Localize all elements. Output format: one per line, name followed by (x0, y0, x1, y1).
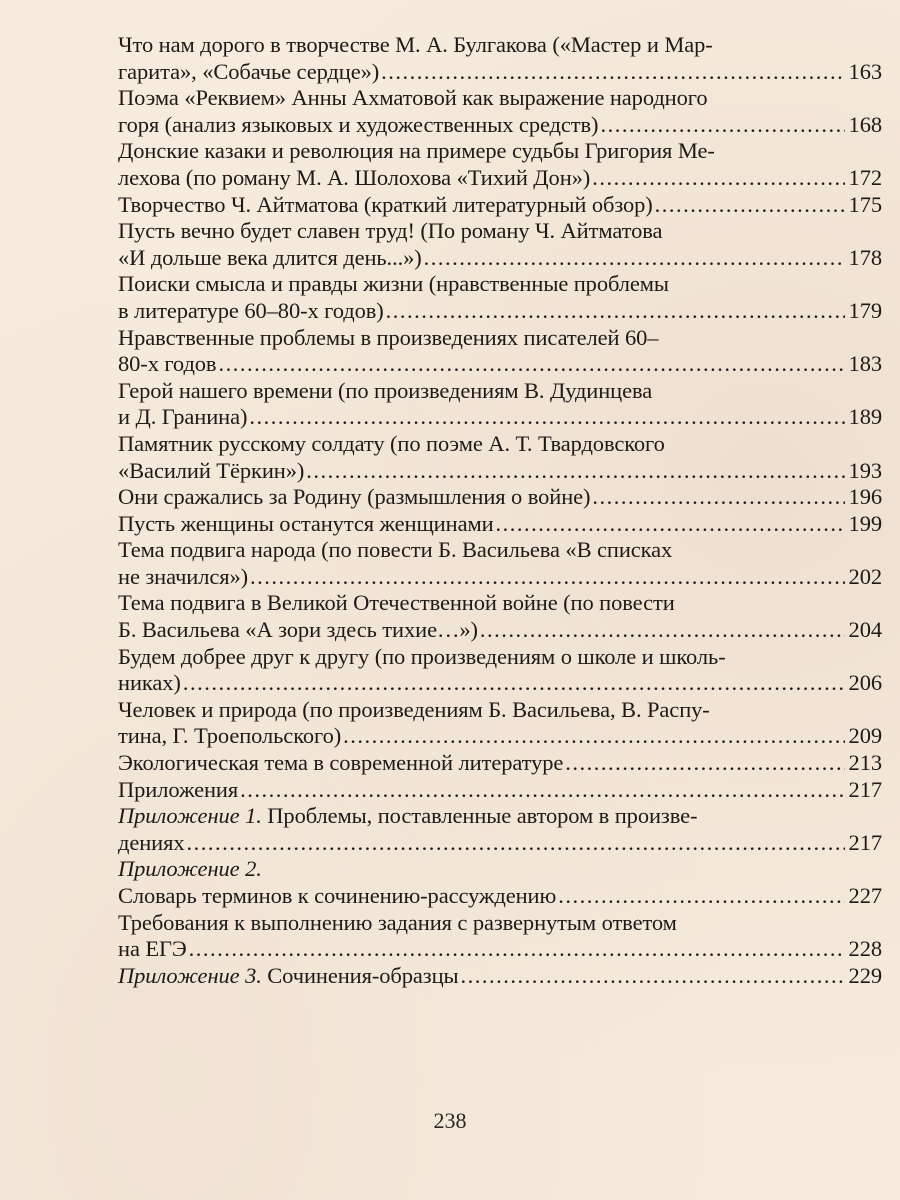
toc-entry-text: в литературе 60–80-х годов) (118, 297, 384, 323)
toc-entry-text: Творчество Ч. Айтматова (краткий литературный обзор) (118, 191, 653, 217)
toc-entry (118, 271, 882, 324)
toc-page-number: 179 (848, 297, 882, 323)
toc-entry (118, 910, 882, 963)
toc-page-number: 228 (848, 936, 882, 962)
page-number: 238 (433, 1108, 467, 1133)
toc-entry-line: Что нам дорого в творчестве М. А. Булгакова («Мастер и Мар- (118, 32, 713, 57)
toc-entry-line: Проблемы, поставленные автором в произве- (261, 803, 698, 829)
toc-entry-text: дениях (118, 829, 185, 855)
toc-entry-text: Словарь терминов к сочинению-рассуждению (118, 883, 557, 908)
toc-entry-text: горя (анализ языковых и художественных средств) (118, 111, 599, 137)
dot-leader (381, 59, 844, 86)
toc-entry-text: Пусть женщины останутся женщинами (118, 510, 494, 536)
toc-entry-line: Пусть вечно будет славен труд! (По роману Ч. Айтматова (118, 218, 663, 244)
dot-leader (250, 564, 845, 591)
toc-entry (118, 644, 882, 697)
dot-leader (558, 883, 844, 910)
toc-page-number: 209 (848, 723, 882, 749)
dot-leader (424, 245, 845, 272)
toc-entry-text: 80-х годов (118, 351, 217, 377)
dot-leader (183, 670, 845, 697)
toc-page-number: 183 (848, 351, 882, 377)
toc-entry-line: Человек и природа (по произведениям Б. Васильева, В. Распу- (118, 696, 710, 722)
toc-entry (118, 85, 882, 138)
toc-page-number: 202 (848, 563, 882, 589)
dot-leader (343, 723, 844, 750)
toc-entry-text: никах) (118, 670, 181, 696)
toc-entry-line: Памятник русскому солдату (по поэме А. Т. Твардовского (118, 430, 665, 456)
toc-entry (118, 777, 882, 804)
toc-page-number: 189 (848, 404, 882, 430)
dot-leader (565, 750, 844, 777)
dot-leader (249, 404, 844, 431)
toc-entry-appendix-1 (118, 803, 882, 856)
toc-page-number: 172 (848, 164, 882, 190)
toc-page-number: 204 (848, 617, 882, 643)
toc-entry-line: Донские казаки и революция на примере судьбы Григория Ме- (118, 138, 715, 164)
toc-entry (118, 750, 882, 777)
toc-entry (118, 883, 882, 910)
toc-entry-line: Нравственные проблемы в произведениях писателей 60– (118, 324, 659, 350)
toc-page-number: 178 (848, 244, 882, 270)
toc-entry-line: Поиски смысла и правды жизни (нравственные проблемы (118, 271, 669, 297)
dot-leader (306, 458, 844, 485)
toc-entry (118, 537, 882, 590)
toc-entry-appendix-3 (118, 963, 882, 990)
toc-entry (118, 32, 882, 85)
toc-entry-text: не значился») (118, 563, 249, 589)
dot-leader (496, 511, 845, 538)
dot-leader (240, 777, 844, 804)
toc-entry (118, 697, 882, 750)
dot-leader (592, 484, 844, 511)
dot-leader (187, 830, 845, 857)
dot-leader (480, 617, 845, 644)
toc-entry-line: Тема подвига в Великой Отечественной войне (по повести (118, 590, 675, 616)
appendix-label: Приложение 2. (118, 856, 262, 882)
dot-leader (600, 112, 844, 139)
toc-page-number: 163 (848, 58, 882, 84)
toc-page-number: 199 (848, 510, 882, 536)
toc-entry-text: Они сражались за Родину (размышления о войне) (118, 484, 591, 510)
toc-entry-line: Будем добрее друг к другу (по произведениям о школе и школь- (118, 643, 726, 669)
toc-page-number: 196 (848, 484, 882, 510)
toc-entry-line: Герой нашего времени (по произведениям В. Дудинцева (118, 377, 653, 403)
toc-entry-text: гарита», «Собачье сердце») (118, 58, 380, 84)
toc-entry-text: лехова (по роману М. А. Шолохова «Тихий Дон») (118, 164, 591, 190)
toc-entry (118, 511, 882, 538)
toc-entry-line: Тема подвига народа (по повести Б. Васильева «В списках (118, 537, 673, 563)
toc-entry-text: Приложения (118, 776, 239, 802)
toc-entry-line: Требования к выполнению задания с развернутым ответом (118, 909, 677, 935)
toc-entry-text: и Д. Гранина) (118, 404, 248, 430)
toc-entry-text: «И дольше века длится день...») (118, 244, 422, 270)
toc-entry (118, 218, 882, 271)
dot-leader (386, 298, 845, 325)
toc-entry-text: «Василий Тёркин») (118, 457, 305, 483)
table-of-contents (118, 32, 882, 989)
toc-page-number: 193 (848, 457, 882, 483)
toc-page-number: 175 (848, 191, 882, 217)
appendix-label: Приложение 3. (118, 962, 262, 988)
toc-entry (118, 325, 882, 378)
toc-entry-text: Б. Васильева «А зори здесь тихие…») (118, 617, 478, 643)
toc-entry-text: Экологическая тема в современной литературе (118, 750, 564, 776)
dot-leader (461, 963, 845, 990)
toc-page-number: 227 (848, 883, 882, 908)
toc-entry-line: Поэма «Реквием» Анны Ахматовой как выражение народного (118, 85, 708, 111)
toc-page-number: 168 (848, 111, 882, 137)
toc-entry-text: на ЕГЭ (118, 936, 187, 962)
toc-entry (118, 192, 882, 219)
dot-leader (655, 192, 845, 219)
toc-entry-appendix-2 (118, 856, 882, 883)
toc-page-number: 229 (848, 962, 882, 988)
toc-entry (118, 431, 882, 484)
toc-page-number: 213 (848, 750, 882, 776)
toc-entry (118, 378, 882, 431)
toc-entry (118, 138, 882, 191)
dot-leader (592, 165, 844, 192)
toc-entry-text: тина, Г. Троепольского) (118, 723, 342, 749)
dot-leader (218, 351, 844, 378)
dot-leader (189, 936, 845, 963)
toc-page-number: 206 (848, 670, 882, 696)
appendix-label: Приложение 1. (118, 803, 262, 829)
toc-page-number: 217 (848, 829, 882, 855)
toc-entry (118, 484, 882, 511)
toc-entry-text: Сочинения-образцы (261, 962, 459, 988)
toc-page-number: 217 (848, 776, 882, 802)
toc-entry (118, 590, 882, 643)
